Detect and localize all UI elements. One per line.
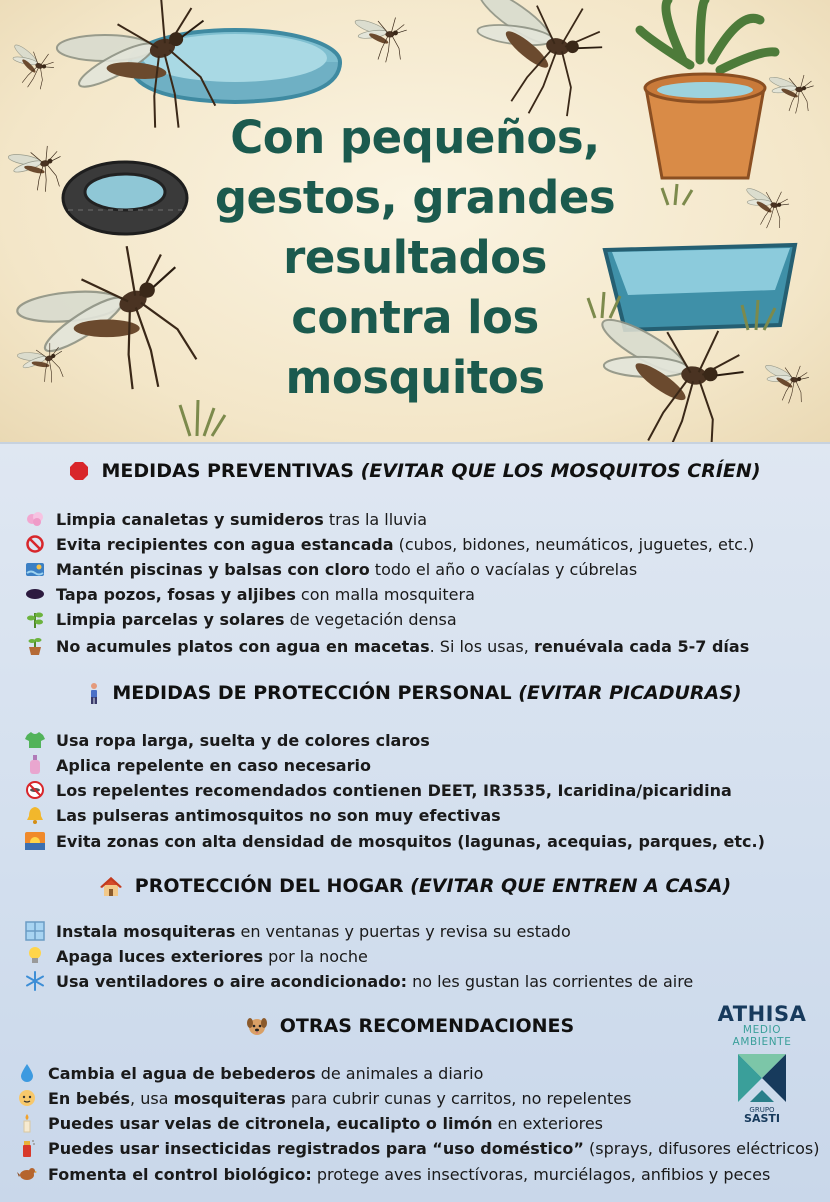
mosquito-illustration [6,144,66,198]
list-item [24,970,693,992]
prohibited-icon [24,535,46,553]
item-bold: Las pulseras antimosquitos no son muy efectivas [56,805,501,825]
title-line: Con pequeños, [230,111,600,164]
hole-icon [24,585,46,603]
item-text: en ventanas y puertas y revisa su estado [235,921,571,941]
dog-icon [246,1016,268,1036]
title-line: contra los [291,291,539,344]
item-bold: Fomenta el control biológico: [48,1164,312,1184]
logo-brand: ATHISA [717,1002,807,1026]
section-heading: OTRAS RECOMENDACIONES [279,1015,575,1037]
lotion-bottle-icon [24,756,46,774]
mosquito-illustration [739,185,790,231]
list-item [24,583,475,605]
item-bold: Tapa pozos, fosas y aljibes [56,584,296,604]
droplet-icon [16,1064,38,1082]
list-item [16,1163,770,1185]
section-heading: MEDIDAS PREVENTIVAS [101,460,361,482]
logo-subtitle: MEDIO AMBIENTE [732,1024,792,1048]
item-bold: Aplica repelente en caso necesario [56,755,371,775]
item-text: de animales a diario [315,1063,484,1083]
item-text: protege aves insectívoras, murciélagos, anfibios y peces [311,1164,771,1184]
list-item [24,635,749,657]
item-bold: En bebés [48,1088,131,1108]
item-text: con malla mosquitera [295,584,475,604]
spray-icon [16,1139,38,1157]
list-item [24,729,430,751]
item-bold: renuévala cada 5-7 días [533,636,750,656]
list-item [24,830,765,852]
item-bold: Evita recipientes con agua estancada [56,534,394,554]
list-item [24,754,371,776]
list-item [16,1062,483,1084]
title-line: resultados [283,231,547,284]
shirt-icon [24,731,46,749]
list-item [24,920,571,942]
item-bold: Usa ropa larga, suelta y de colores claros [56,730,430,750]
lightbulb-icon [24,947,46,965]
logo-group-name: SASTI [744,1112,780,1125]
baby-icon [16,1089,38,1107]
section-title-hogar [0,875,830,902]
list-item [24,508,427,530]
item-text: no les gustan las corrientes de aire [407,971,694,991]
list-item [16,1087,631,1109]
section-heading: PROTECCIÓN DEL HOGAR [134,875,411,897]
logo-mark-icon [732,1052,792,1104]
bell-icon [24,806,46,824]
list-item [16,1137,819,1159]
item-text: tras la lluvia [323,509,428,529]
section-heading-note: (EVITAR QUE LOS MOSQUITOS CRÍEN) [360,460,761,482]
list-item [24,945,368,967]
item-text: (cubos, bidones, neumáticos, juguetes, etc.) [393,534,755,554]
section-heading-note: (EVITAR PICADURAS) [518,682,742,704]
candle-icon [16,1114,38,1132]
pool-icon [24,560,46,578]
window-icon [24,922,46,940]
item-bold: Apaga luces exteriores [56,946,264,966]
list-item [24,533,754,555]
item-text: de vegetación densa [284,609,457,629]
item-text: en exteriores [492,1113,604,1133]
item-bold: mosquiteras [173,1088,286,1108]
item-text: , usa [130,1088,174,1108]
item-text: por la noche [263,946,368,966]
mosquito-illustration [761,363,810,405]
person-icon [88,682,100,704]
item-bold: Puedes usar insecticidas registrados para “uso doméstico” [48,1138,584,1158]
list-item [24,558,637,580]
item-bold: No acumules platos con agua en macetas [56,636,430,656]
item-text: para cubrir cunas y carritos, no repelentes [285,1088,632,1108]
item-bold: Puedes usar velas de citronela, eucalipto o limón [48,1113,493,1133]
item-text: todo el año o vacíalas y cúbrelas [369,559,638,579]
title-line: mosquitos [285,351,545,404]
mosquito-illustration [768,75,813,114]
item-bold: Limpia canaletas y sumideros [56,509,324,529]
item-bold: Limpia parcelas y solares [56,609,285,629]
section-heading-note: (EVITAR QUE ENTREN A CASA) [410,875,732,897]
snowflake-icon [24,972,46,990]
item-bold: Los repelentes recomendados contienen DEET, IR3535, Icaridina/picaridina [56,780,732,800]
mosquito-illustration [354,17,407,62]
list-item [24,804,501,826]
section-title-otras [0,1015,825,1041]
section-title-preventivas [0,460,830,486]
page-title [150,108,680,408]
item-text: . Si los usas, [429,636,534,656]
house-icon [99,875,123,897]
sunset-icon [24,832,46,850]
list-item [24,779,732,801]
list-item [24,608,457,630]
seedling-pot-icon [24,637,46,655]
list-item [16,1112,603,1134]
item-bold: Evita zonas con alta densidad de mosquitos (lagunas, acequias, parques, etc.) [56,831,765,851]
stop-sign-icon [69,461,89,481]
mosquito-illustration [2,42,58,94]
section-title-proteccion-personal [0,682,830,709]
section-heading: MEDIDAS DE PROTECCIÓN PERSONAL [112,682,519,704]
sponge-icon [24,510,46,528]
logo-group-label: GRUPO [749,1106,775,1114]
item-text: (sprays, difusores eléctricos) [583,1138,820,1158]
bird-icon [16,1165,38,1183]
title-line: gestos, grandes [214,171,616,224]
item-bold: Mantén piscinas y balsas con cloro [56,559,370,579]
athisa-logo [712,1002,812,1125]
hero-illustration [0,0,830,442]
herb-icon [24,610,46,628]
item-bold: Cambia el agua de bebederos [48,1063,316,1083]
no-mosquito-icon [24,781,46,799]
item-bold: Instala mosquiteras [56,921,236,941]
item-bold: Usa ventiladores o aire acondicionado: [56,971,407,991]
